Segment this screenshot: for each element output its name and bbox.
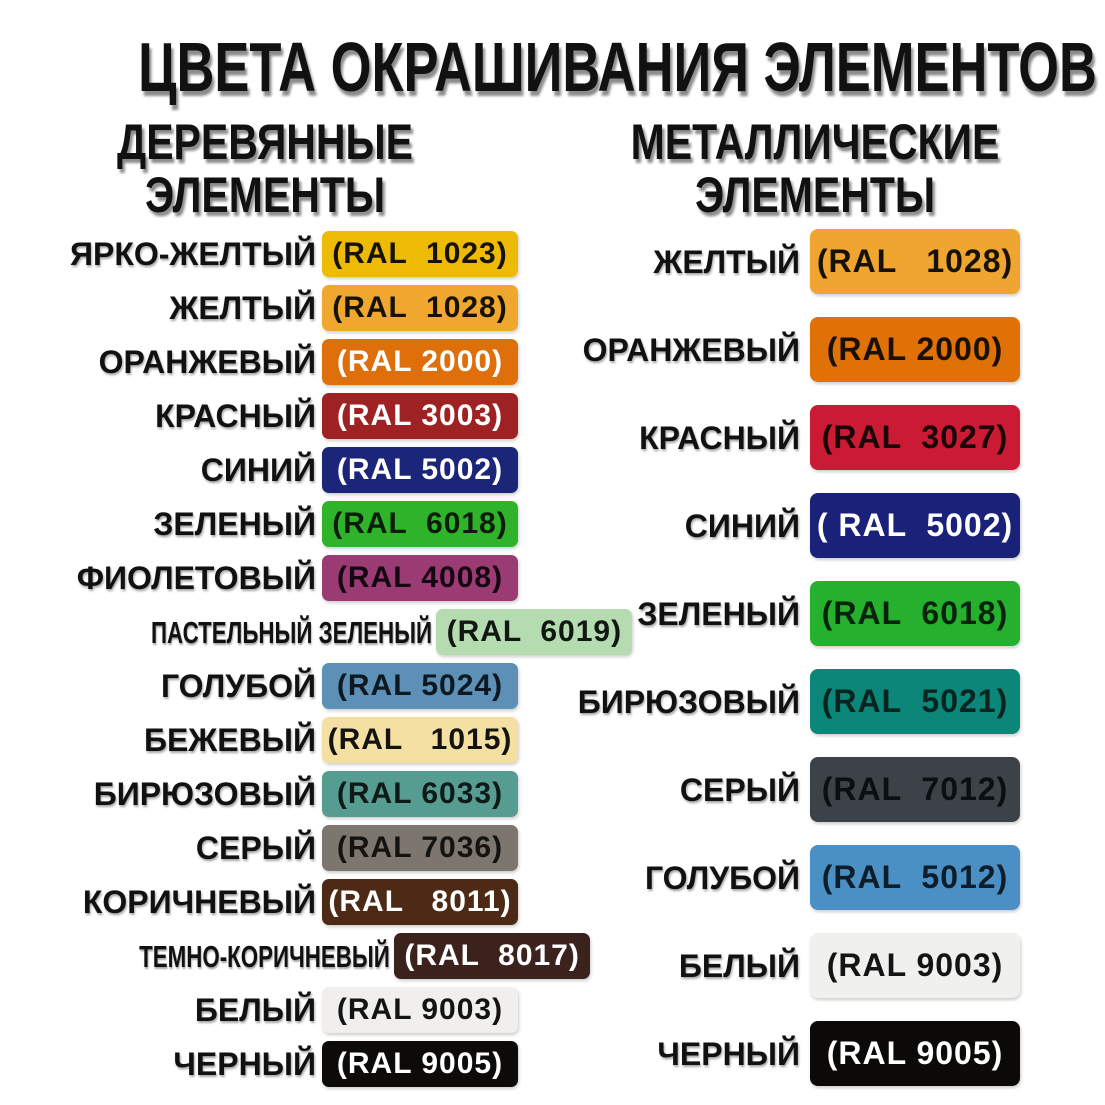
color-name-label: СЕРЫЙ: [195, 830, 316, 866]
color-name-label: ЖЕЛТЫЙ: [169, 290, 316, 326]
ral-swatch: (RAL 1028): [810, 229, 1020, 294]
ral-swatch: (RAL 6018): [810, 581, 1020, 646]
ral-swatch: (RAL 3027): [810, 405, 1020, 470]
color-row: [560, 669, 1020, 734]
color-name-label: КРАСНЫЙ: [639, 419, 800, 456]
ral-swatch: (RAL 8011): [322, 879, 518, 925]
ral-swatch: (RAL 6019): [436, 609, 632, 655]
color-row: [40, 717, 518, 763]
ral-swatch: (RAL 2000): [322, 339, 518, 385]
poster-title: ЦВЕТА ОКРАШИВАНИЯ ЭЛЕМЕНТОВ: [138, 28, 1097, 106]
color-name-label: КРАСНЫЙ: [155, 398, 316, 434]
color-name-label: ТЕМНО-КОРИЧНЕВЫЙ: [139, 938, 390, 974]
wooden-header-line2: ЭЛЕМЕНТЫ: [144, 167, 386, 223]
color-row: [560, 1021, 1020, 1086]
color-name-label: ФИОЛЕТОВЫЙ: [76, 560, 316, 596]
color-row: [40, 879, 518, 925]
ral-swatch: (RAL 1028): [322, 285, 518, 331]
color-name-label: КОРИЧНЕВЫЙ: [82, 884, 316, 920]
color-row: [560, 405, 1020, 470]
metal-elements-header: [590, 116, 1040, 222]
ral-swatch: (RAL 8017): [394, 933, 590, 979]
metal-header-line1: МЕТАЛЛИЧЕСКИЕ: [630, 114, 1000, 170]
color-row: [560, 229, 1020, 294]
color-name-label: БЕЛЫЙ: [194, 992, 316, 1028]
ral-swatch: (RAL 7036): [322, 825, 518, 871]
color-row: [560, 493, 1020, 558]
color-row: [40, 609, 623, 655]
color-row: [560, 845, 1020, 910]
color-name-label: БИРЮЗОВЫЙ: [93, 776, 316, 812]
color-name-label: ПАСТЕЛЬНЫЙ ЗЕЛЕНЫЙ: [150, 614, 433, 650]
color-name-label: ЗЕЛЕНЫЙ: [153, 506, 316, 542]
color-name-label: ГОЛУБОЙ: [160, 668, 316, 704]
color-name-label: СИНИЙ: [684, 507, 800, 544]
color-name-label: СИНИЙ: [200, 452, 316, 488]
color-row: [40, 987, 518, 1033]
color-name-label: ЖЕЛТЫЙ: [653, 243, 800, 280]
color-row: [40, 285, 518, 331]
ral-swatch: (RAL 1023): [322, 231, 518, 277]
ral-swatch: (RAL 9003): [322, 987, 518, 1033]
color-name-label: ОРАНЖЕВЫЙ: [98, 344, 316, 380]
metal-color-rows: [560, 229, 1020, 1086]
color-row: [40, 555, 518, 601]
color-row: [560, 757, 1020, 822]
ral-swatch: (RAL 2000): [810, 317, 1020, 382]
ral-swatch: (RAL 5002): [322, 447, 518, 493]
ral-swatch: (RAL 6033): [322, 771, 518, 817]
color-row: [560, 933, 1020, 998]
color-row: [40, 393, 518, 439]
color-row: [560, 581, 1020, 646]
color-name-label: ГОЛУБОЙ: [644, 859, 800, 896]
ral-swatch: (RAL 6018): [322, 501, 518, 547]
color-row: [560, 317, 1020, 382]
ral-swatch: (RAL 5021): [810, 669, 1020, 734]
ral-swatch: (RAL 5012): [810, 845, 1020, 910]
ral-swatch: (RAL 1015): [322, 717, 518, 763]
color-name-label: ЧЕРНЫЙ: [173, 1046, 316, 1082]
color-row: [40, 771, 518, 817]
color-name-label: ЧЕРНЫЙ: [657, 1035, 800, 1072]
color-name-label: ЯРКО-ЖЕЛТЫЙ: [69, 236, 316, 272]
color-name-label: ЗЕЛЕНЫЙ: [637, 595, 800, 632]
wooden-elements-header: [40, 116, 490, 222]
color-row: [40, 663, 518, 709]
wooden-color-rows: [40, 231, 623, 1087]
color-row: [40, 825, 518, 871]
color-name-label: БЕЖЕВЫЙ: [143, 722, 316, 758]
color-row: [40, 447, 518, 493]
ral-swatch: ( RAL 5002): [810, 493, 1020, 558]
color-name-label: БЕЛЫЙ: [678, 947, 800, 984]
color-row: [40, 933, 580, 979]
ral-swatch: (RAL 3003): [322, 393, 518, 439]
ral-swatch: (RAL 7012): [810, 757, 1020, 822]
ral-swatch: (RAL 4008): [322, 555, 518, 601]
ral-swatch: (RAL 9003): [810, 933, 1020, 998]
metal-header-line2: ЭЛЕМЕНТЫ: [694, 167, 936, 223]
ral-swatch: (RAL 5024): [322, 663, 518, 709]
color-row: [40, 501, 518, 547]
ral-swatch: (RAL 9005): [322, 1041, 518, 1087]
wooden-header-line1: ДЕРЕВЯННЫЕ: [116, 114, 414, 170]
color-name-label: БИРЮЗОВЫЙ: [577, 683, 800, 720]
color-row: [40, 1041, 518, 1087]
ral-swatch: (RAL 9005): [810, 1021, 1020, 1086]
color-name-label: СЕРЫЙ: [679, 771, 800, 808]
color-row: [40, 231, 518, 277]
color-name-label: ОРАНЖЕВЫЙ: [582, 331, 800, 368]
color-row: [40, 339, 518, 385]
